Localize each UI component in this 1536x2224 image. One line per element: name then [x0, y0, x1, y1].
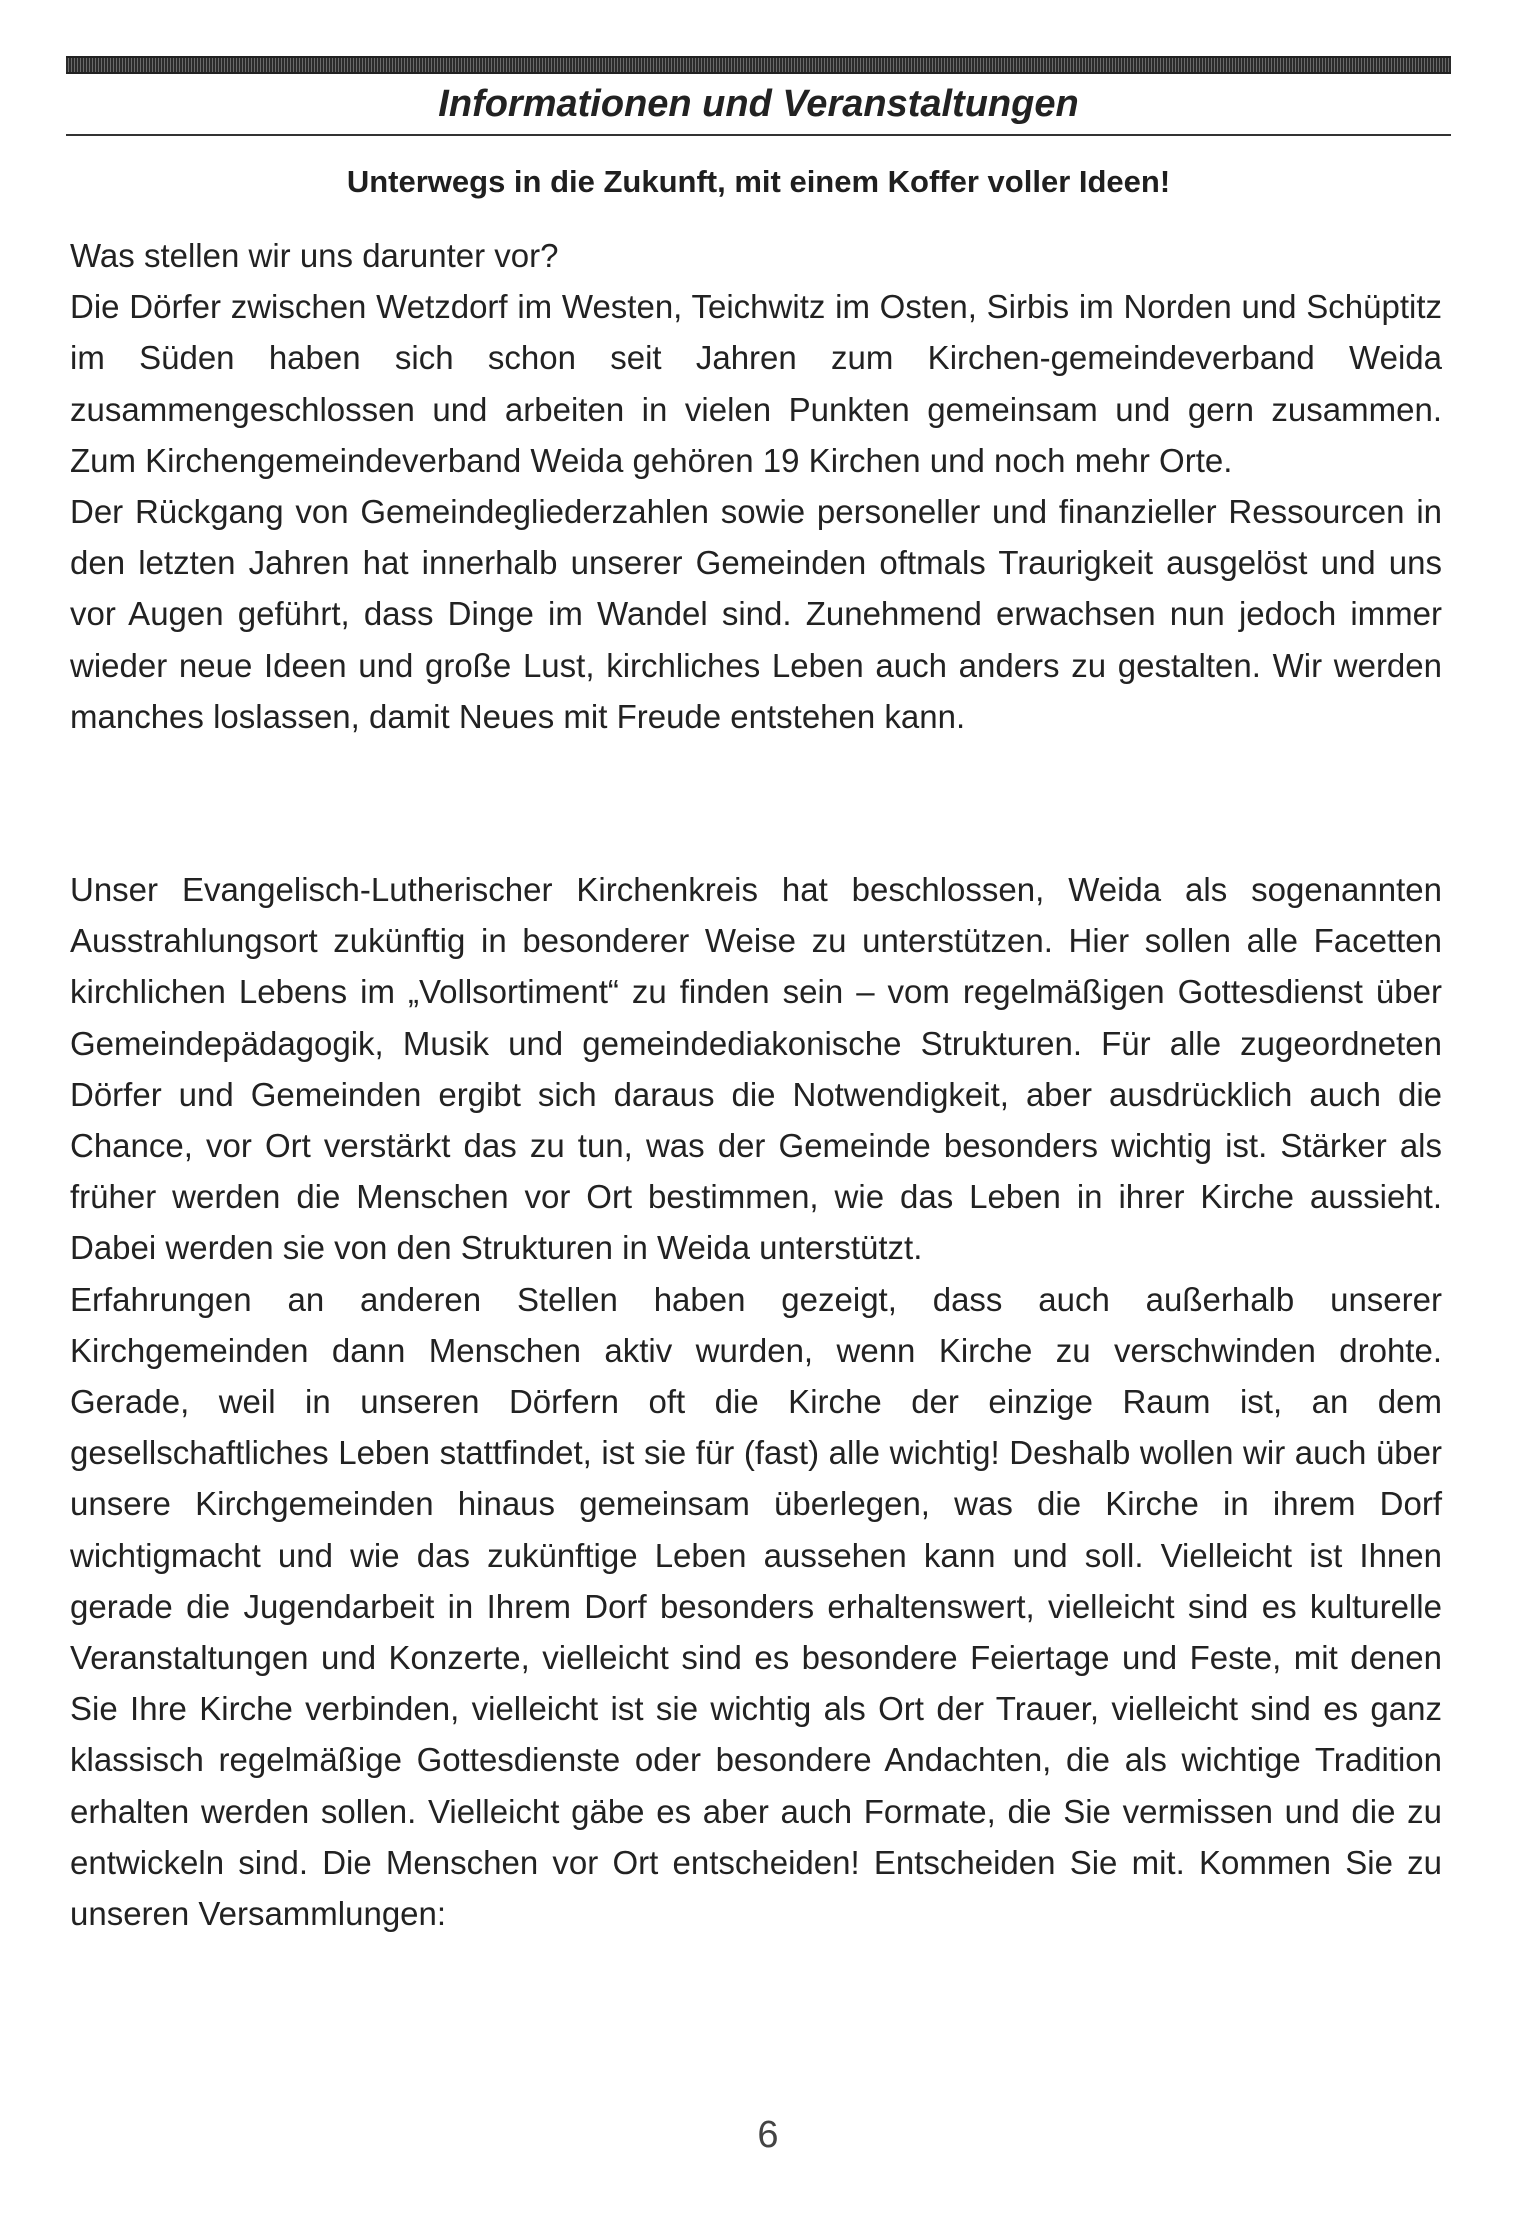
article-paragraph: Unser Evangelisch-Lutherischer Kirchenkreis hat beschlossen, Weida als sogenannten Ausstrahlungsort zukünftig in besonderer Weise zu unterstützen. Hier sollen alle Facetten kirchlichen Lebens im „Vollsortiment“ zu finden sein – vom regelmäßigen Gottesdienst über Gemeindepädagogik, Musik und gemeindediakonische Strukturen. Für alle zugeordneten Dörfer und Gemeinden ergibt sich daraus die Notwendigkeit, aber ausdrücklich auch die Chance, vor Ort verstärkt das zu tun, was der Gemeinde besonders wichtig ist. Stärker als früher werden die Menschen vor Ort bestimmen, wie das Leben in ihrer Kirche aussieht. Dabei werden sie von den Strukturen in Weida unterstützt.: [70, 871, 1442, 1267]
article-headline: Unterwegs in die Zukunft, mit einem Koffer voller Ideen!: [346, 164, 1171, 199]
article-body-part-one: [70, 230, 1442, 742]
header-rule-bar: [66, 56, 1451, 74]
article-body-part-two: [70, 864, 1442, 1939]
section-title: Informationen und Veranstaltungen: [438, 83, 1079, 125]
title-underline: [66, 134, 1451, 136]
article-paragraph: Die Dörfer zwischen Wetzdorf im Westen, Teichwitz im Osten, Sirbis im Norden und Schüptitz im Süden haben sich schon seit Jahren zum Kirchen-gemeindeverband Weida zusammengeschlossen und arbeiten in vielen Punkten gemeinsam und gern zusammen. Zum Kirchengemeindeverband Weida gehören 19 Kirchen und noch mehr Orte.: [70, 288, 1442, 479]
article-paragraph: Was stellen wir uns darunter vor?: [70, 237, 559, 274]
page-number: 6: [757, 2114, 779, 2156]
article-paragraph: Der Rückgang von Gemeindegliederzahlen sowie personeller und finanzieller Ressourcen in den letzten Jahren hat innerhalb unserer Gemeinden oftmals Traurigkeit ausgelöst und uns vor Augen geführt, dass Dinge im Wandel sind. Zunehmend erwachsen nun jedoch immer wieder neue Ideen und große Lust, kirchliches Leben auch anders zu gestalten. Wir werden manches loslassen, damit Neues mit Freude entstehen kann.: [70, 493, 1442, 735]
article-paragraph: Erfahrungen an anderen Stellen haben gezeigt, dass auch außerhalb unserer Kirchgemeinden dann Menschen aktiv wurden, wenn Kirche zu verschwinden drohte. Gerade, weil in unseren Dörfern oft die Kirche der einzige Raum ist, an dem gesellschaftliches Leben stattfindet, ist sie für (fast) alle wichtig! Deshalb wollen wir auch über unsere Kirchgemeinden hinaus gemeinsam überlegen, was die Kirche in ihrem Dorf wichtigmacht und wie das zukünftige Leben aussehen kann und soll. Vielleicht ist Ihnen gerade die Jugendarbeit in Ihrem Dorf besonders erhaltenswert, vielleicht sind es kulturelle Veranstaltungen und Konzerte, vielleicht sind es besondere Feiertage und Feste, mit denen Sie Ihre Kirche verbinden, vielleicht ist sie wichtig als Ort der Trauer, vielleicht sind es ganz klassisch regelmäßige Gottesdienste oder besondere Andachten, die als wichtige Tradition erhalten werden sollen. Vielleicht gäbe es aber auch Formate, die Sie vermissen und die zu entwickeln sind. Die Menschen vor Ort entscheiden! Entscheiden Sie mit. Kommen Sie zu unseren Versammlungen:: [70, 1280, 1442, 1933]
